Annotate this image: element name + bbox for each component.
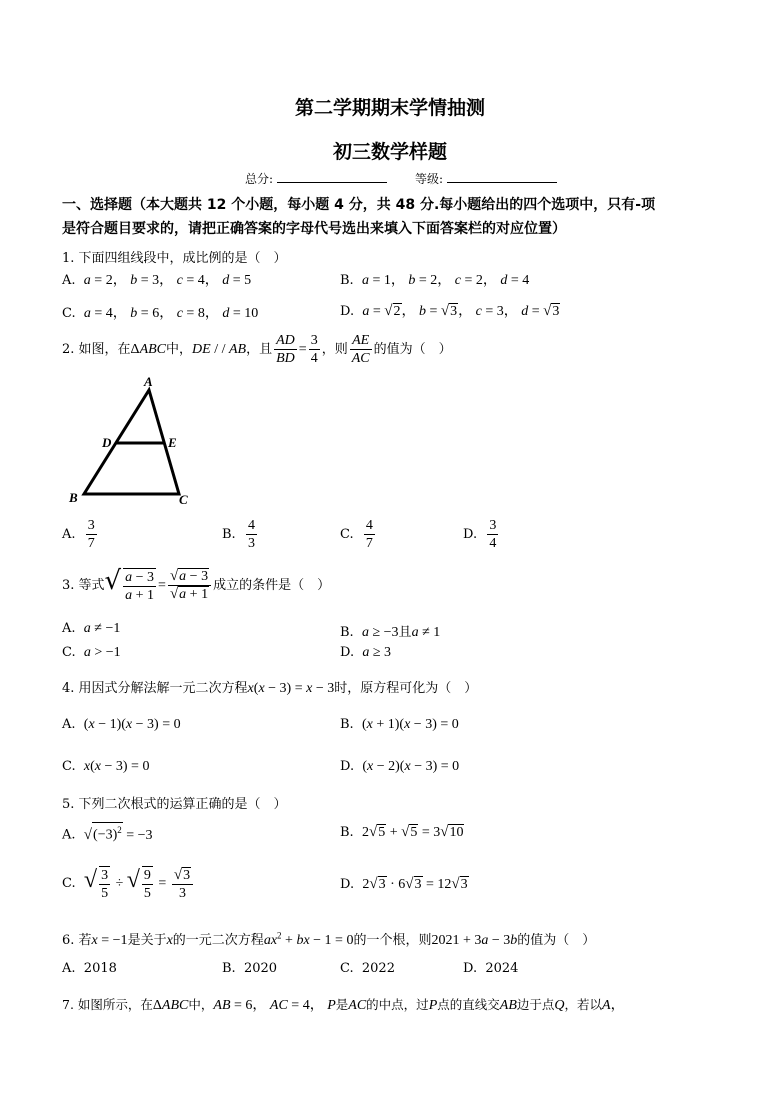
- triangle-abc-figure: [64, 372, 194, 508]
- q1-option-c: C. a = 4， b = 6， c = 8， d = 10: [62, 306, 259, 321]
- figure-label-b: B: [69, 490, 78, 505]
- q5-option-c: C. √ $\frac{3}{5}$ ÷ √ $\frac{9}{5}$ = $\frac{√3}{3}$: [62, 866, 195, 902]
- q3-option-a: A. a ≠ −1: [62, 621, 121, 636]
- figure-label-a: A: [144, 374, 153, 389]
- section-heading-line2: 是符合题目要求的，请把正确答案的字母代号选出来填入下面答案栏的对应位置）: [62, 221, 566, 237]
- question-2-stem: 2. 如图，在ΔABC中，DE / / AB，且 $\frac{AD}{BD}$ = $\frac{3}{4}$ ，则 $\frac{AE}{AC}$ 的值为（ ）: [62, 333, 452, 366]
- q5-option-a: A. $√(-3)^2 = -3$: [62, 822, 153, 844]
- question-1-stem: 1. 下面四组线段中，成比例的是（ ）: [62, 251, 287, 266]
- q2-option-c: C. $\frac{4}{7}$: [340, 518, 373, 551]
- score-label: 总分:: [245, 172, 274, 186]
- page-title: 第二学期期末学情抽测: [294, 97, 485, 119]
- q4-option-a: A. (x − 1)(x − 3) = 0: [62, 717, 181, 732]
- page-subtitle: 初三数学样题: [332, 141, 447, 163]
- question-6-stem: 6. 若x = −1是关于x的一元二次方程$ax^2$ + bx − 1 = 0的一个根，则2021 + 3a − 3b的值为（ ）: [62, 930, 596, 948]
- q1-option-b: B. a = 1， b = 2， c = 2， d = 4: [340, 273, 530, 288]
- grade-field: [415, 170, 557, 187]
- q2-option-b: B. $\frac{4}{3}$: [222, 518, 255, 551]
- q2-option-a: A. $\frac{3}{7}$: [62, 518, 95, 551]
- q5-option-b: B. 2√5 + √5 = 3√10: [340, 824, 464, 840]
- q1-option-d: D. a = √2， b = √3， c = 3， d = √3: [340, 303, 560, 319]
- figure-label-e: E: [168, 435, 177, 450]
- q2-option-d: D. $\frac{3}{4}$: [463, 518, 497, 551]
- question-3-stem: 3. 等式√ $\frac{a - 3}{a + 1}$ = $\frac{√a - 3}{√a + 1}$ 成立的条件是（ ）: [62, 566, 331, 603]
- q4-option-d: D. (x − 2)(x − 3) = 0: [340, 759, 460, 774]
- question-7-stem: 7. 如图所示，在ΔABC中，AB = 6， AC = 4， P是AC的中点，过P点的直线交AB边于点Q，若以A，: [62, 997, 625, 1013]
- score-field: [245, 170, 387, 187]
- score-blank: [277, 170, 387, 183]
- q3-option-d: D. a ≥ 3: [340, 645, 392, 660]
- q6-option-c: C. 2022: [340, 961, 395, 976]
- q3-option-b: B. a ≥ −3且a ≠ 1: [340, 625, 441, 640]
- figure-label-c: C: [179, 492, 188, 507]
- question-4-stem: 4. 用因式分解法解一元二次方程x(x − 3) = x − 3时，原方程可化为（ ）: [62, 681, 478, 696]
- q6-option-d: D. 2024: [463, 961, 519, 976]
- q3-option-c: C. a > −1: [62, 645, 121, 660]
- grade-label: 等级:: [415, 172, 444, 186]
- q4-option-c: C. x(x − 3) = 0: [62, 759, 150, 774]
- q6-option-a: A. 2018: [62, 961, 117, 976]
- section-heading-line1: 一、选择题（本大题共 12 个小题，每小题 4 分，共 48 分.每小题给出的四个选项中，只有-项: [62, 197, 656, 213]
- q5-option-d: D. 2√3 · 6√3 = 12√3: [340, 876, 468, 892]
- figure-label-d: D: [102, 435, 112, 450]
- q4-option-b: B. (x + 1)(x − 3) = 0: [340, 717, 459, 732]
- question-5-stem: 5. 下列二次根式的运算正确的是（ ）: [62, 797, 287, 812]
- q6-option-b: B. 2020: [222, 961, 278, 976]
- grade-blank: [447, 170, 557, 183]
- q1-option-a: A. a = 2， b = 3， c = 4， d = 5: [62, 273, 252, 288]
